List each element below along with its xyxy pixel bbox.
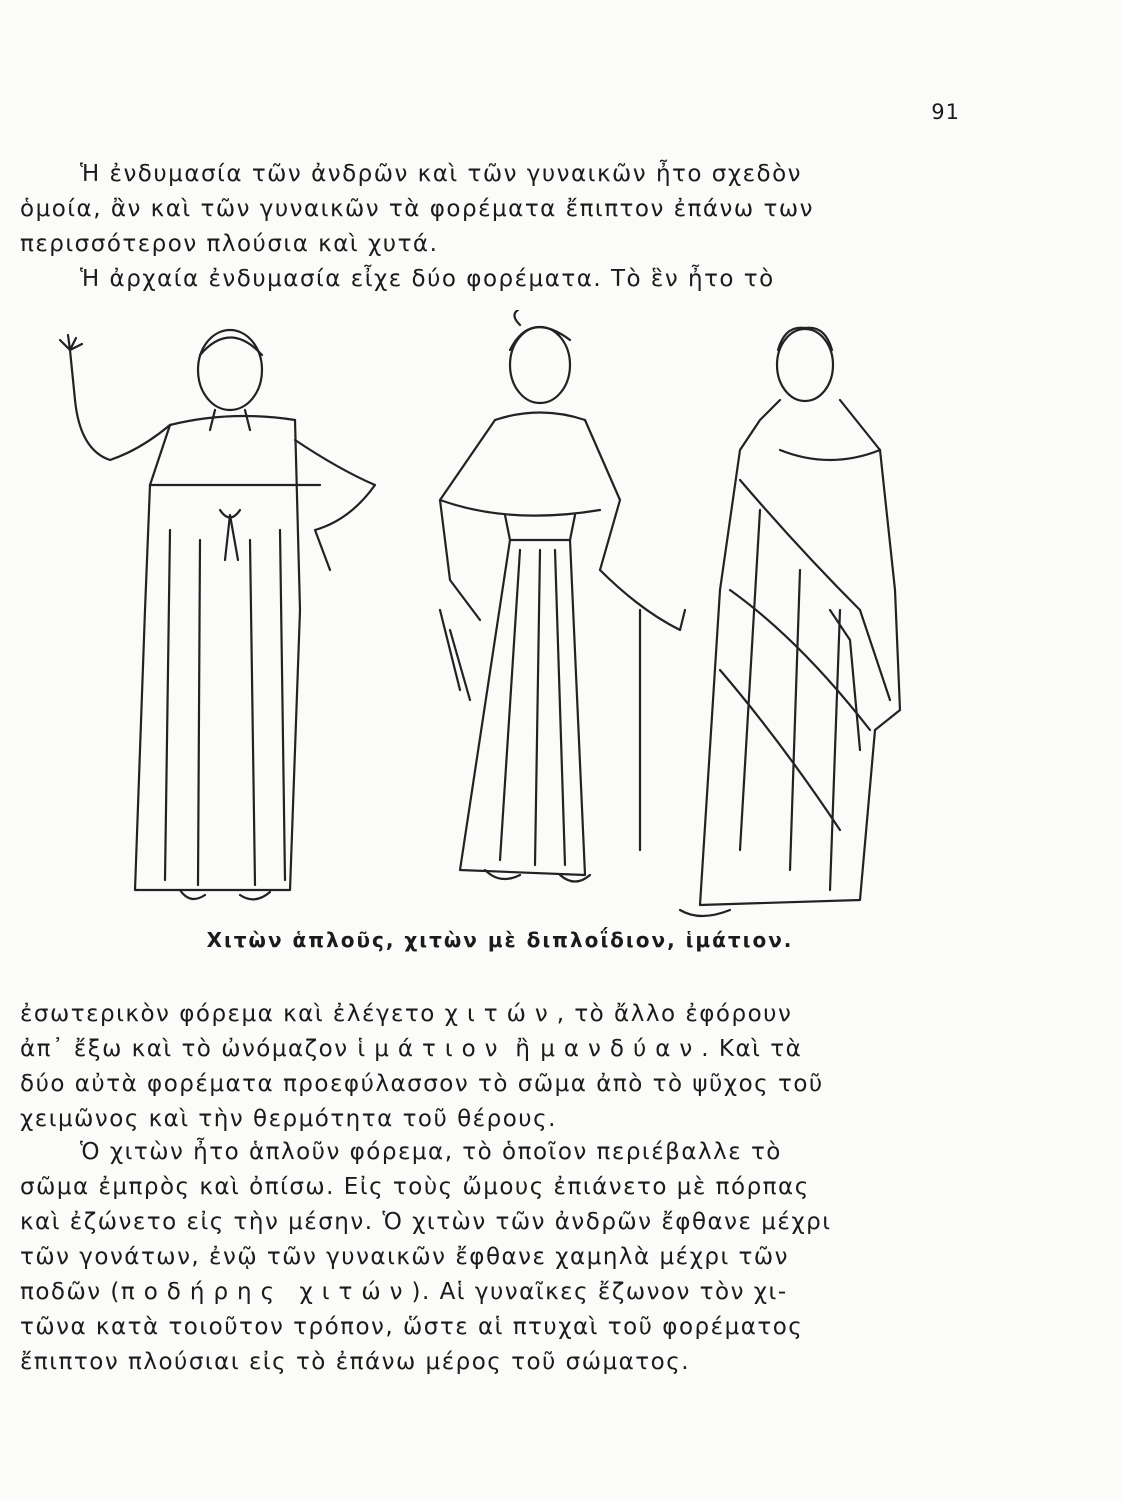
page-number: 91 xyxy=(931,100,960,124)
text-line: Ἡ ἀρχαία ἐνδυμασία εἶχε δύο φορέματα. Τὸ ἓν ἦτο τὸ xyxy=(80,266,775,292)
text-line xyxy=(20,1032,955,1067)
text-run: , τὸ ἄλλο ἐφόρουν xyxy=(556,1001,793,1027)
text-run: ἐσωτερικὸν φόρεμα καὶ ἐλέγετο xyxy=(20,1001,445,1027)
paragraph-3 xyxy=(20,1135,955,1380)
paragraph-1 xyxy=(20,157,955,297)
emphasis-himation: ἱμάτιον xyxy=(357,1036,507,1062)
text-run: ἢ xyxy=(506,1036,541,1062)
text-line: ὁμοία, ἂν καὶ τῶν γυναικῶν τὰ φορέματα ἔπιπτον ἐπάνω των xyxy=(20,196,814,222)
text-line: περισσότερον πλούσια καὶ χυτά. xyxy=(20,231,439,257)
text-line: Ὁ χιτὼν ἦτο ἁπλοῦν φόρεμα, τὸ ὁποῖον περιέβαλλε τὸ xyxy=(80,1139,782,1165)
figure-himation xyxy=(680,328,900,916)
text-line xyxy=(20,1275,955,1310)
text-run: . Καὶ τὰ xyxy=(701,1036,803,1062)
text-run: ἀπ᾽ ἔξω καὶ τὸ ὠνόμαζον xyxy=(20,1036,358,1062)
emphasis-chiton: χιτών xyxy=(444,1001,557,1027)
greek-garments-drawing xyxy=(40,310,940,925)
illustration-three-figures xyxy=(40,310,940,925)
emphasis-mandyan: μανδύαν xyxy=(540,1036,702,1062)
text-line: τῶν γονάτων, ἐνῷ τῶν γυναικῶν ἔφθανε χαμηλὰ μέχρι τῶν xyxy=(20,1244,790,1270)
text-line: σῶμα ἐμπρὸς καὶ ὀπίσω. Εἰς τοὺς ὤμους ἐπιάνετο μὲ πόρπας xyxy=(20,1174,810,1200)
emphasis-poderes: ποδήρης χιτών xyxy=(120,1279,412,1305)
text-line: δύο αὐτὰ φορέματα προεφύλασσον τὸ σῶμα ἀπὸ τὸ ψῦχος τοῦ xyxy=(20,1071,824,1097)
text-line xyxy=(20,997,955,1032)
text-line: Ἡ ἐνδυμασία τῶν ἀνδρῶν καὶ τῶν γυναικῶν ἦτο σχεδὸν xyxy=(80,161,803,187)
text-run: ). Αἱ γυναῖκες ἔζωνον τὸν χι- xyxy=(411,1279,788,1305)
text-line: καὶ ἐζώνετο εἰς τὴν μέσην. Ὁ χιτὼν τῶν ἀνδρῶν ἔφθανε μέχρι xyxy=(20,1209,832,1235)
figure-chiton-diploidion xyxy=(440,310,685,882)
text-run: ποδῶν ( xyxy=(20,1279,121,1305)
text-line: ἔπιπτον πλούσιαι εἰς τὸ ἐπάνω μέρος τοῦ σώματος. xyxy=(20,1349,690,1375)
text-line: τῶνα κατὰ τοιοῦτον τρόπον, ὥστε αἱ πτυχαὶ τοῦ φορέματος xyxy=(20,1314,804,1340)
text-line: χειμῶνος καὶ τὴν θερμότητα τοῦ θέρους. xyxy=(20,1106,557,1132)
paragraph-2 xyxy=(20,997,955,1137)
figure-caption: Χιτὼν ἁπλοῦς, χιτὼν μὲ διπλοΐδιον, ἱμάτιον. xyxy=(206,928,794,952)
figure-simple-chiton xyxy=(60,330,375,899)
